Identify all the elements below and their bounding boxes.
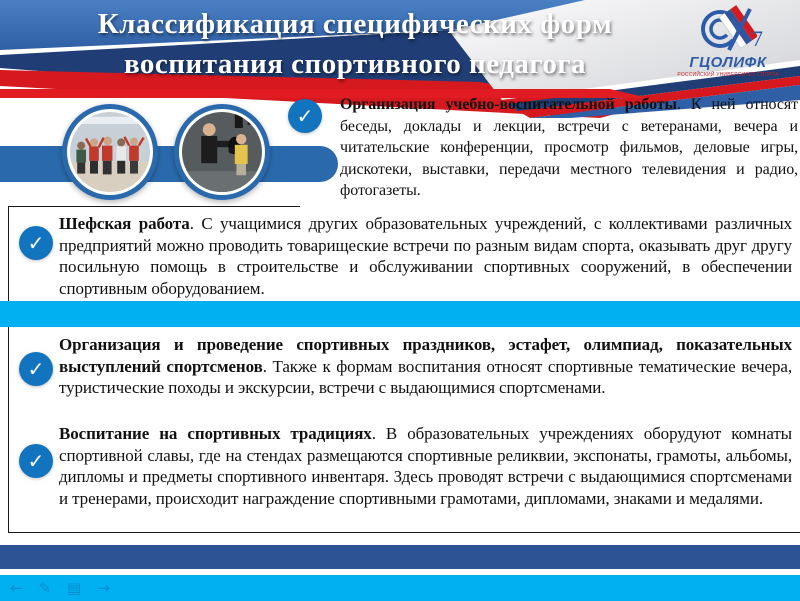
bullet-1-body: . К ней относят беседы, доклады и лекции, встречи с ветеранами, вечера и читательские конференции, просмотр фильмов, деловые игры, дискотеки, выставки, передачи местного телевидения и радио, фотогазеты. (340, 96, 798, 199)
content-outline-top (8, 206, 300, 207)
slide-number: 7 (752, 26, 763, 51)
bullet-text-3 (59, 334, 792, 399)
title-line-2: воспитания спортивного педагога (123, 48, 587, 80)
slideshow-controls (10, 575, 110, 601)
photo-band-decoration (0, 146, 338, 182)
bullet-2-lead: Шефская работа (59, 214, 190, 233)
bottom-navy-bar (0, 545, 800, 569)
bottom-cyan-bar (0, 575, 800, 601)
check-glyph: ✓ (27, 449, 45, 473)
divider-bar (0, 301, 800, 327)
team-photo (62, 104, 158, 200)
slide-title (15, 4, 695, 84)
boxing-training-image (182, 112, 262, 192)
check-glyph: ✓ (27, 231, 45, 255)
bullet-3-lead: Организация и проведение спортивных праздников, эстафет, олимпиад, показательных выступлений спортсменов (59, 335, 792, 376)
pen-tool-button[interactable]: ✎ (38, 579, 52, 597)
bullet-text-1 (340, 94, 798, 202)
content-outline-left (8, 206, 9, 533)
bullet-3-body: . Также к формам воспитания относят спортивные тематические вечера, туристические походы и экскурсии, встречи с выдающимися спортсменами. (59, 356, 792, 398)
menu-button[interactable]: ▤ (67, 579, 82, 597)
gym-team-image (70, 112, 150, 192)
check-icon (19, 352, 53, 386)
check-glyph: ✓ (296, 104, 314, 128)
bullet-text-2 (59, 213, 792, 299)
bullet-text-4 (59, 423, 792, 509)
gtsolifk-emblem-icon (699, 5, 757, 53)
check-icon (19, 226, 53, 260)
check-glyph: ✓ (27, 357, 45, 381)
next-slide-button[interactable]: → (97, 579, 110, 597)
content-outline-bottom (8, 532, 800, 533)
logo-subtitle: РОССИЙСКИЙ УНИВЕРСИТЕТ СПОРТА (677, 72, 779, 78)
title-line-1: Классификация специфических форм (97, 8, 613, 40)
check-icon (19, 444, 53, 478)
prev-slide-button[interactable]: ← (10, 579, 23, 597)
bullet-1-lead: Организация учебно-воспитательной работы (340, 96, 677, 113)
check-icon (288, 99, 322, 133)
boxing-photo (174, 104, 270, 200)
university-logo (672, 5, 784, 78)
bullet-4-lead: Воспитание на спортивных традициях (59, 424, 372, 443)
bullet-4-body: . В образовательных учреждениях оборудуют комнаты спортивной славы, где на стендах размещаются спортивные реликвии, экспонаты, грамоты, альбомы, дипломы и предметы спортивного инвентаря. Здесь проводят встречи с выдающимися спортсменами и тренерами, происходит награждение спортивными грамотами, дипломами, знаками и медалями. (59, 424, 792, 508)
logo-name: ГЦОЛИФК (689, 54, 767, 71)
bullet-2-body: . С учащимися других образовательных учреждений, с коллективами различных предприятий можно проводить товарищеские встречи по разным видам спорта, оказывать друг другу посильную помощь в строительстве и обслуживании спортивных сооружений, в обеспечении спортивным оборудованием. (59, 214, 792, 298)
